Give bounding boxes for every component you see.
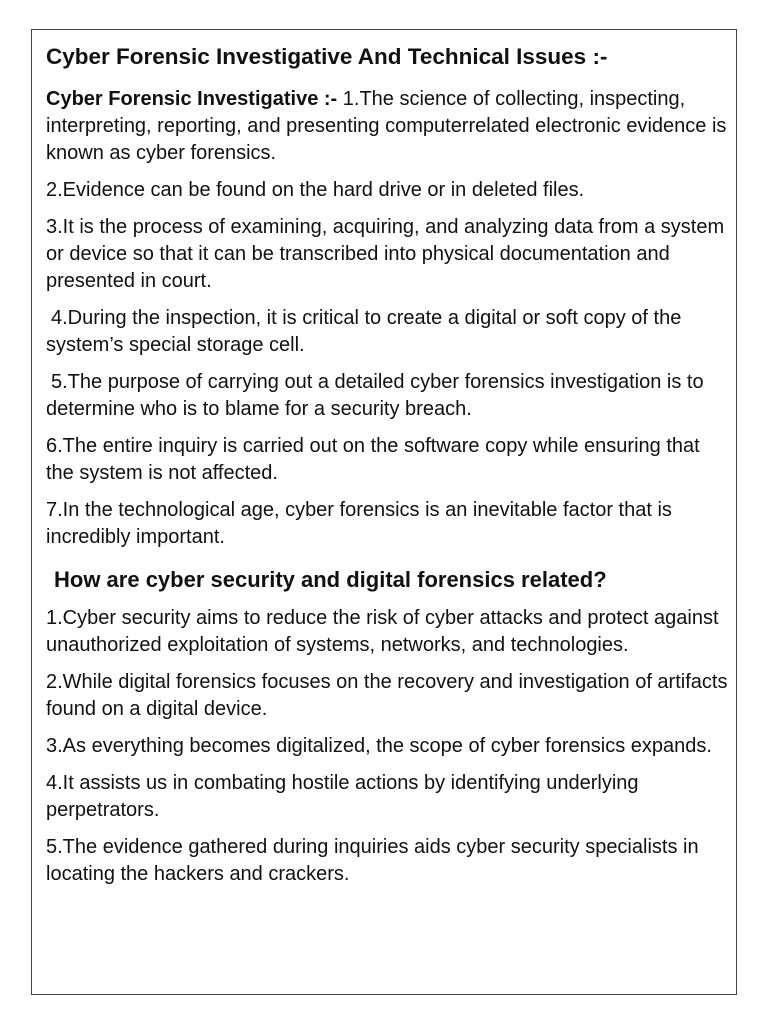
section2-item-4: 4.It assists us in combating hostile actions by identifying underlying perpetrators. [46,772,639,821]
section1-item-1-text: 1.The science of collecting, inspecting, interpreting, reporting, and presenting computerrelated electronic evidence is known as cyber forensics. [46,88,727,164]
section1-item-4 [46,305,730,359]
section1-item-4-text: 4.During the inspection, it is critical to create a digital or soft copy of the system’s special storage cell. [46,307,682,356]
section2-item-2: 2.While digital forensics focuses on the recovery and investigation of artifacts found on a digital device. [46,671,728,720]
section1-item-7: 7.In the technological age, cyber forensics is an inevitable factor that is incredibly important. [46,499,672,548]
section2-item-3: 3.As everything becomes digitalized, the scope of cyber forensics expands. [46,735,712,757]
section1-item-2: 2.Evidence can be found on the hard drive or in deleted files. [46,179,585,201]
section1-item-5-text: 5.The purpose of carrying out a detailed cyber forensics investigation is to determine who is to blame for a security breach. [46,371,704,420]
section1-item-6: 6.The entire inquiry is carried out on the software copy while ensuring that the system is not affected. [46,435,700,484]
section1-item-1 [46,86,730,167]
section1-item-5 [46,369,730,423]
section1-item-3: 3.It is the process of examining, acquiring, and analyzing data from a system or device so that it can be transcribed into physical documentation and presented in court. [46,216,725,292]
section2-item-1: 1.Cyber security aims to reduce the risk of cyber attacks and protect against unauthorized exploitation of systems, networks, and technologies. [46,607,719,656]
section2-item-5: 5.The evidence gathered during inquiries aids cyber security specialists in locating the hackers and crackers. [46,836,699,885]
section2-heading: How are cyber security and digital forensics related? [54,567,607,592]
document-title: Cyber Forensic Investigative And Technical Issues :- [46,44,608,69]
document-body [46,42,730,898]
section1-lead-label: Cyber Forensic Investigative :- [46,88,338,110]
